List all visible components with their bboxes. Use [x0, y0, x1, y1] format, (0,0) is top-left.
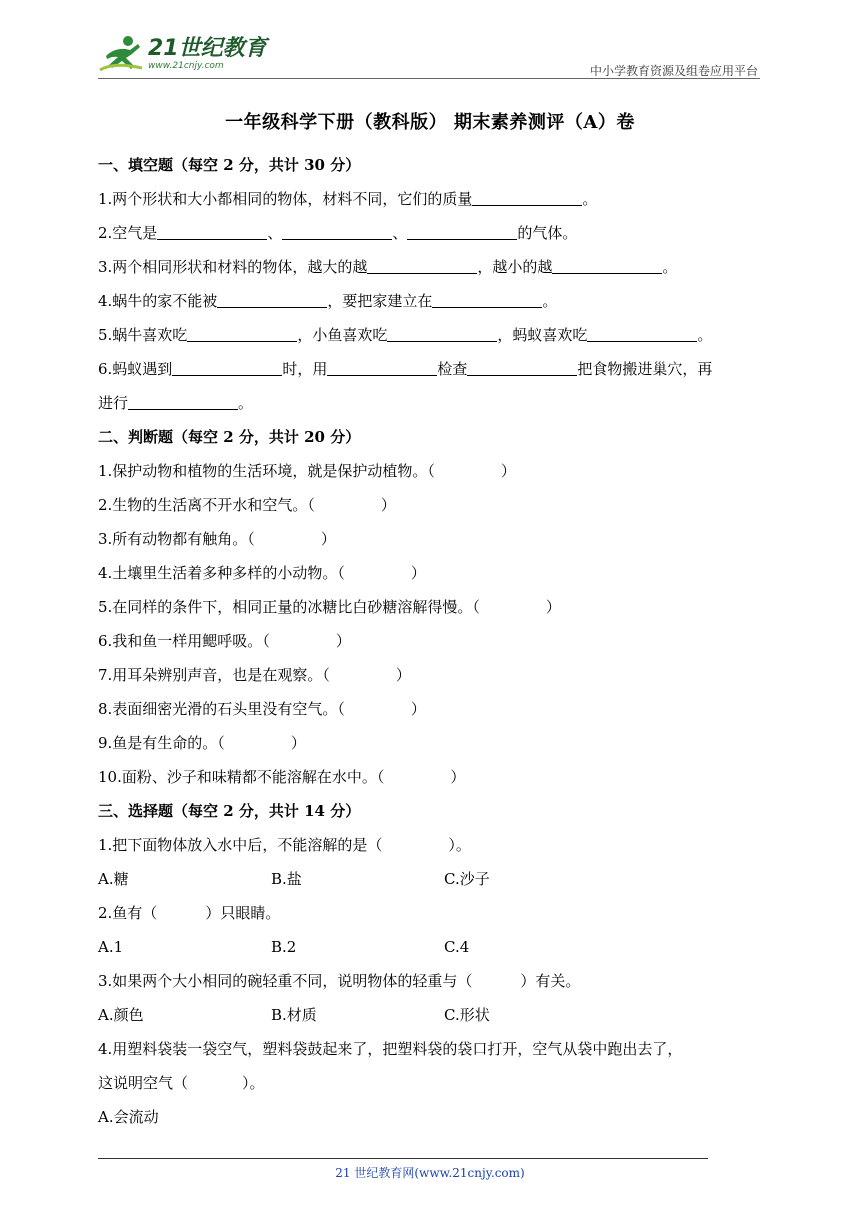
runner-logo-icon — [98, 34, 144, 74]
question-fill-2: 2.空气是 、 、 的气体。 — [98, 224, 578, 242]
footer-divider — [98, 1158, 708, 1159]
answer-blank[interactable] — [128, 395, 238, 410]
option-a[interactable]: A.会流动 — [98, 1108, 159, 1126]
answer-blank[interactable] — [387, 327, 497, 342]
section-heading-fill: 一、填空题（每空 2 分，共计 30 分） — [98, 156, 361, 174]
answer-blank[interactable] — [587, 327, 697, 342]
option-c[interactable]: C.4 — [444, 938, 470, 956]
answer-blank[interactable] — [157, 225, 267, 240]
answer-blank[interactable] — [187, 327, 297, 342]
question-choice-1: 1.把下面物体放入水中后，不能溶解的是（ ）。 — [98, 836, 471, 854]
answer-blank[interactable] — [552, 259, 662, 274]
answer-blank[interactable] — [407, 225, 517, 240]
answer-blank[interactable] — [367, 259, 477, 274]
logo — [98, 34, 267, 74]
option-a[interactable]: A.1 — [98, 938, 124, 956]
question-choice-3: 3.如果两个大小相同的碗轻重不同，说明物体的轻重与（ ）有关。 — [98, 972, 581, 990]
answer-blank[interactable] — [472, 191, 582, 206]
question-choice-2: 2.鱼有（ ）只眼睛。 — [98, 904, 281, 922]
logo-text: 21世纪教育 — [148, 35, 267, 61]
option-b[interactable]: B.材质 — [271, 1006, 317, 1024]
answer-blank[interactable] — [432, 293, 542, 308]
question-judge: 1.保护动物和植物的生活环境，就是保护动植物。（ ） — [98, 462, 516, 480]
option-a[interactable]: A.糖 — [98, 870, 129, 888]
choice-options — [98, 1100, 764, 1134]
option-b[interactable]: B.2 — [271, 938, 297, 956]
question-fill-4: 4.蜗牛的家不能被 ，要把家建立在 。 — [98, 292, 558, 310]
question-judge: 6.我和鱼一样用鳃呼吸。（ ） — [98, 632, 351, 650]
answer-blank[interactable] — [327, 361, 437, 376]
question-choice-4-cont: 这说明空气（ ）。 — [98, 1074, 265, 1092]
question-judge: 7.用耳朵辨别声音，也是在观察。（ ） — [98, 666, 411, 684]
choice-options — [98, 930, 764, 964]
question-fill-5: 5.蜗牛喜欢吃 ，小鱼喜欢吃 ，蚂蚁喜欢吃 。 — [98, 326, 713, 344]
question-fill-6: 6.蚂蚁遇到 时，用 检查 把食物搬进巢穴，再 — [98, 360, 713, 378]
question-judge: 4.土壤里生活着多种多样的小动物。（ ） — [98, 564, 426, 582]
section-heading-choice: 三、选择题（每空 2 分，共计 14 分） — [98, 802, 361, 820]
header-divider — [98, 78, 760, 79]
answer-blank[interactable] — [172, 361, 282, 376]
option-c[interactable]: C.沙子 — [444, 870, 490, 888]
question-fill-6-cont: 进行 。 — [98, 394, 254, 412]
answer-blank[interactable] — [467, 361, 577, 376]
option-c[interactable]: C.形状 — [444, 1006, 490, 1024]
question-judge: 3.所有动物都有触角。（ ） — [98, 530, 336, 548]
logo-url: www.21cnjy.com — [148, 60, 224, 71]
question-judge: 9.鱼是有生命的。（ ） — [98, 734, 306, 752]
section-heading-judge: 二、判断题（每空 2 分，共计 20 分） — [98, 428, 361, 446]
page-header — [98, 30, 760, 80]
question-judge: 8.表面细密光滑的石头里没有空气。（ ） — [98, 700, 426, 718]
question-judge: 5.在同样的条件下，相同正量的冰糖比白砂糖溶解得慢。（ ） — [98, 598, 561, 616]
footer-link[interactable]: 21 世纪教育网(www.21cnjy.com) — [335, 1166, 525, 1180]
answer-blank[interactable] — [282, 225, 392, 240]
option-b[interactable]: B.盐 — [271, 870, 302, 888]
exam-body — [98, 148, 764, 1134]
question-choice-4: 4.用塑料袋装一袋空气，塑料袋鼓起来了，把塑料袋的袋口打开，空气从袋中跑出去了， — [98, 1040, 683, 1058]
question-judge: 2.生物的生活离不开水和空气。（ ） — [98, 496, 396, 514]
choice-options — [98, 998, 764, 1032]
platform-name: 中小学教育资源及组卷应用平台 — [589, 64, 758, 78]
question-fill-1: 1.两个形状和大小都相同的物体，材料不同，它们的质量 。 — [98, 190, 598, 208]
answer-blank[interactable] — [217, 293, 327, 308]
question-judge: 10.面粉、沙子和味精都不能溶解在水中。（ ） — [98, 768, 466, 786]
page-title: 一年级科学下册（教科版） 期末素养测评（A）卷 — [225, 112, 635, 133]
option-a[interactable]: A.颜色 — [98, 1006, 144, 1024]
choice-options — [98, 862, 764, 896]
question-fill-3: 3.两个相同形状和材料的物体，越大的越 ，越小的越 。 — [98, 258, 678, 276]
